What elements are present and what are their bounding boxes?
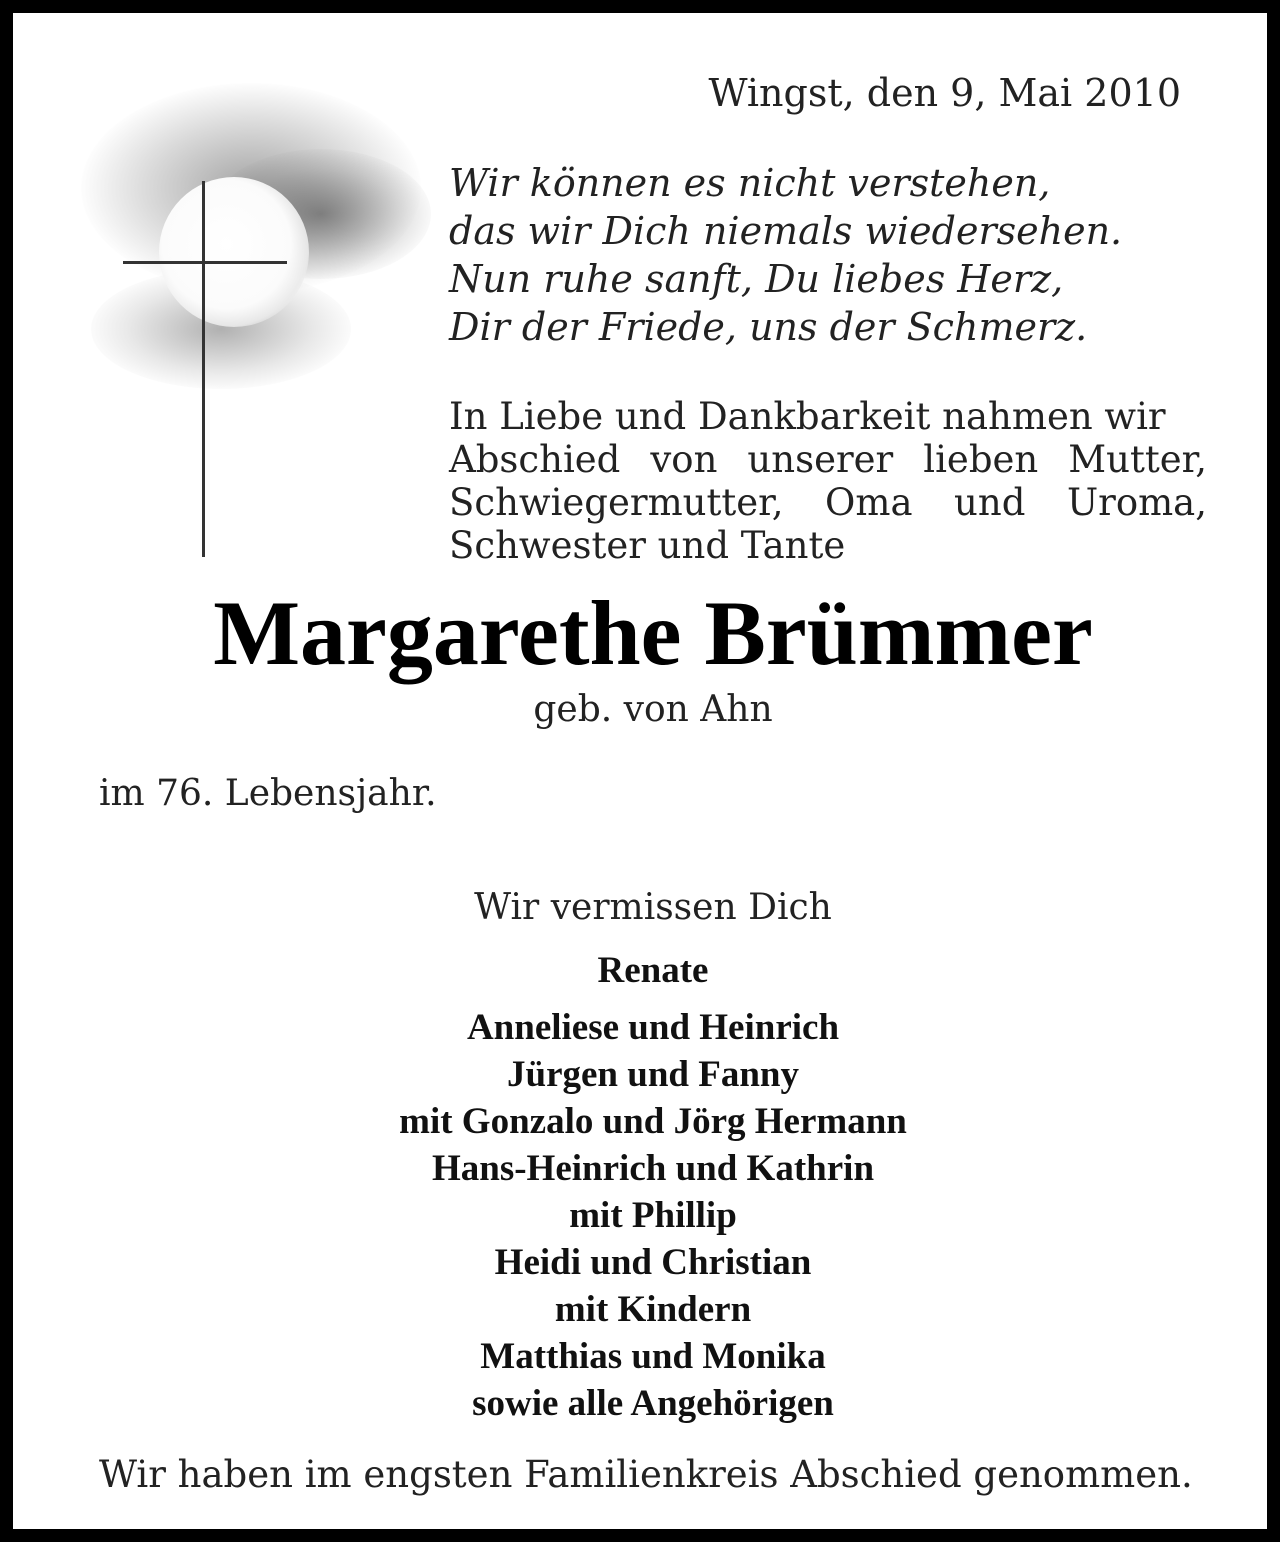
intro-line: Abschied von unserer lieben Mutter,: [449, 438, 1207, 481]
closing-line: Wir haben im engsten Familienkreis Abschied genommen.: [99, 1453, 1193, 1496]
cross-horizontal-beam: [123, 261, 287, 264]
family-member: Renate: [597, 950, 709, 991]
family-member: sowie alle Angehörigen: [472, 1383, 834, 1424]
poem: [449, 159, 1122, 351]
family-member: Anneliese und Heinrich: [466, 1007, 840, 1048]
moon-cross-icon: [81, 79, 431, 559]
maiden-name: geb. von Ahn: [533, 689, 773, 730]
intro-line: Schwester und Tante: [449, 524, 846, 567]
moon-shape: [159, 177, 309, 327]
family-member: mit Gonzalo und Jörg Hermann: [399, 1101, 907, 1142]
age-line: im 76. Lebensjahr.: [99, 773, 437, 814]
family-list: [13, 947, 1280, 1427]
family-member: Matthias und Monika: [480, 1336, 826, 1377]
poem-line: das wir Dich niemals wiedersehen.: [449, 209, 1123, 253]
intro-text: [449, 395, 1207, 567]
family-member: Hans-Heinrich und Kathrin: [431, 1148, 875, 1189]
poem-line: Dir der Friede, uns der Schmerz.: [449, 305, 1088, 349]
date-line: Wingst, den 9, Mai 2010: [708, 71, 1181, 115]
family-member: mit Kindern: [554, 1289, 752, 1330]
family-member: Heidi und Christian: [494, 1242, 812, 1283]
cross-vertical-beam: [202, 181, 205, 557]
poem-line: Nun ruhe sanft, Du liebes Herz,: [449, 257, 1064, 301]
miss-line: Wir vermissen Dich: [474, 887, 832, 928]
deceased-name: Margarethe Brümmer: [213, 582, 1093, 684]
intro-line: In Liebe und Dankbarkeit nahmen wir: [449, 395, 1166, 438]
intro-line: Schwiegermutter, Oma und Uroma,: [449, 481, 1207, 524]
family-member: Jürgen und Fanny: [507, 1054, 799, 1095]
family-member: mit Phillip: [569, 1195, 737, 1236]
poem-line: Wir können es nicht verstehen,: [449, 161, 1051, 205]
